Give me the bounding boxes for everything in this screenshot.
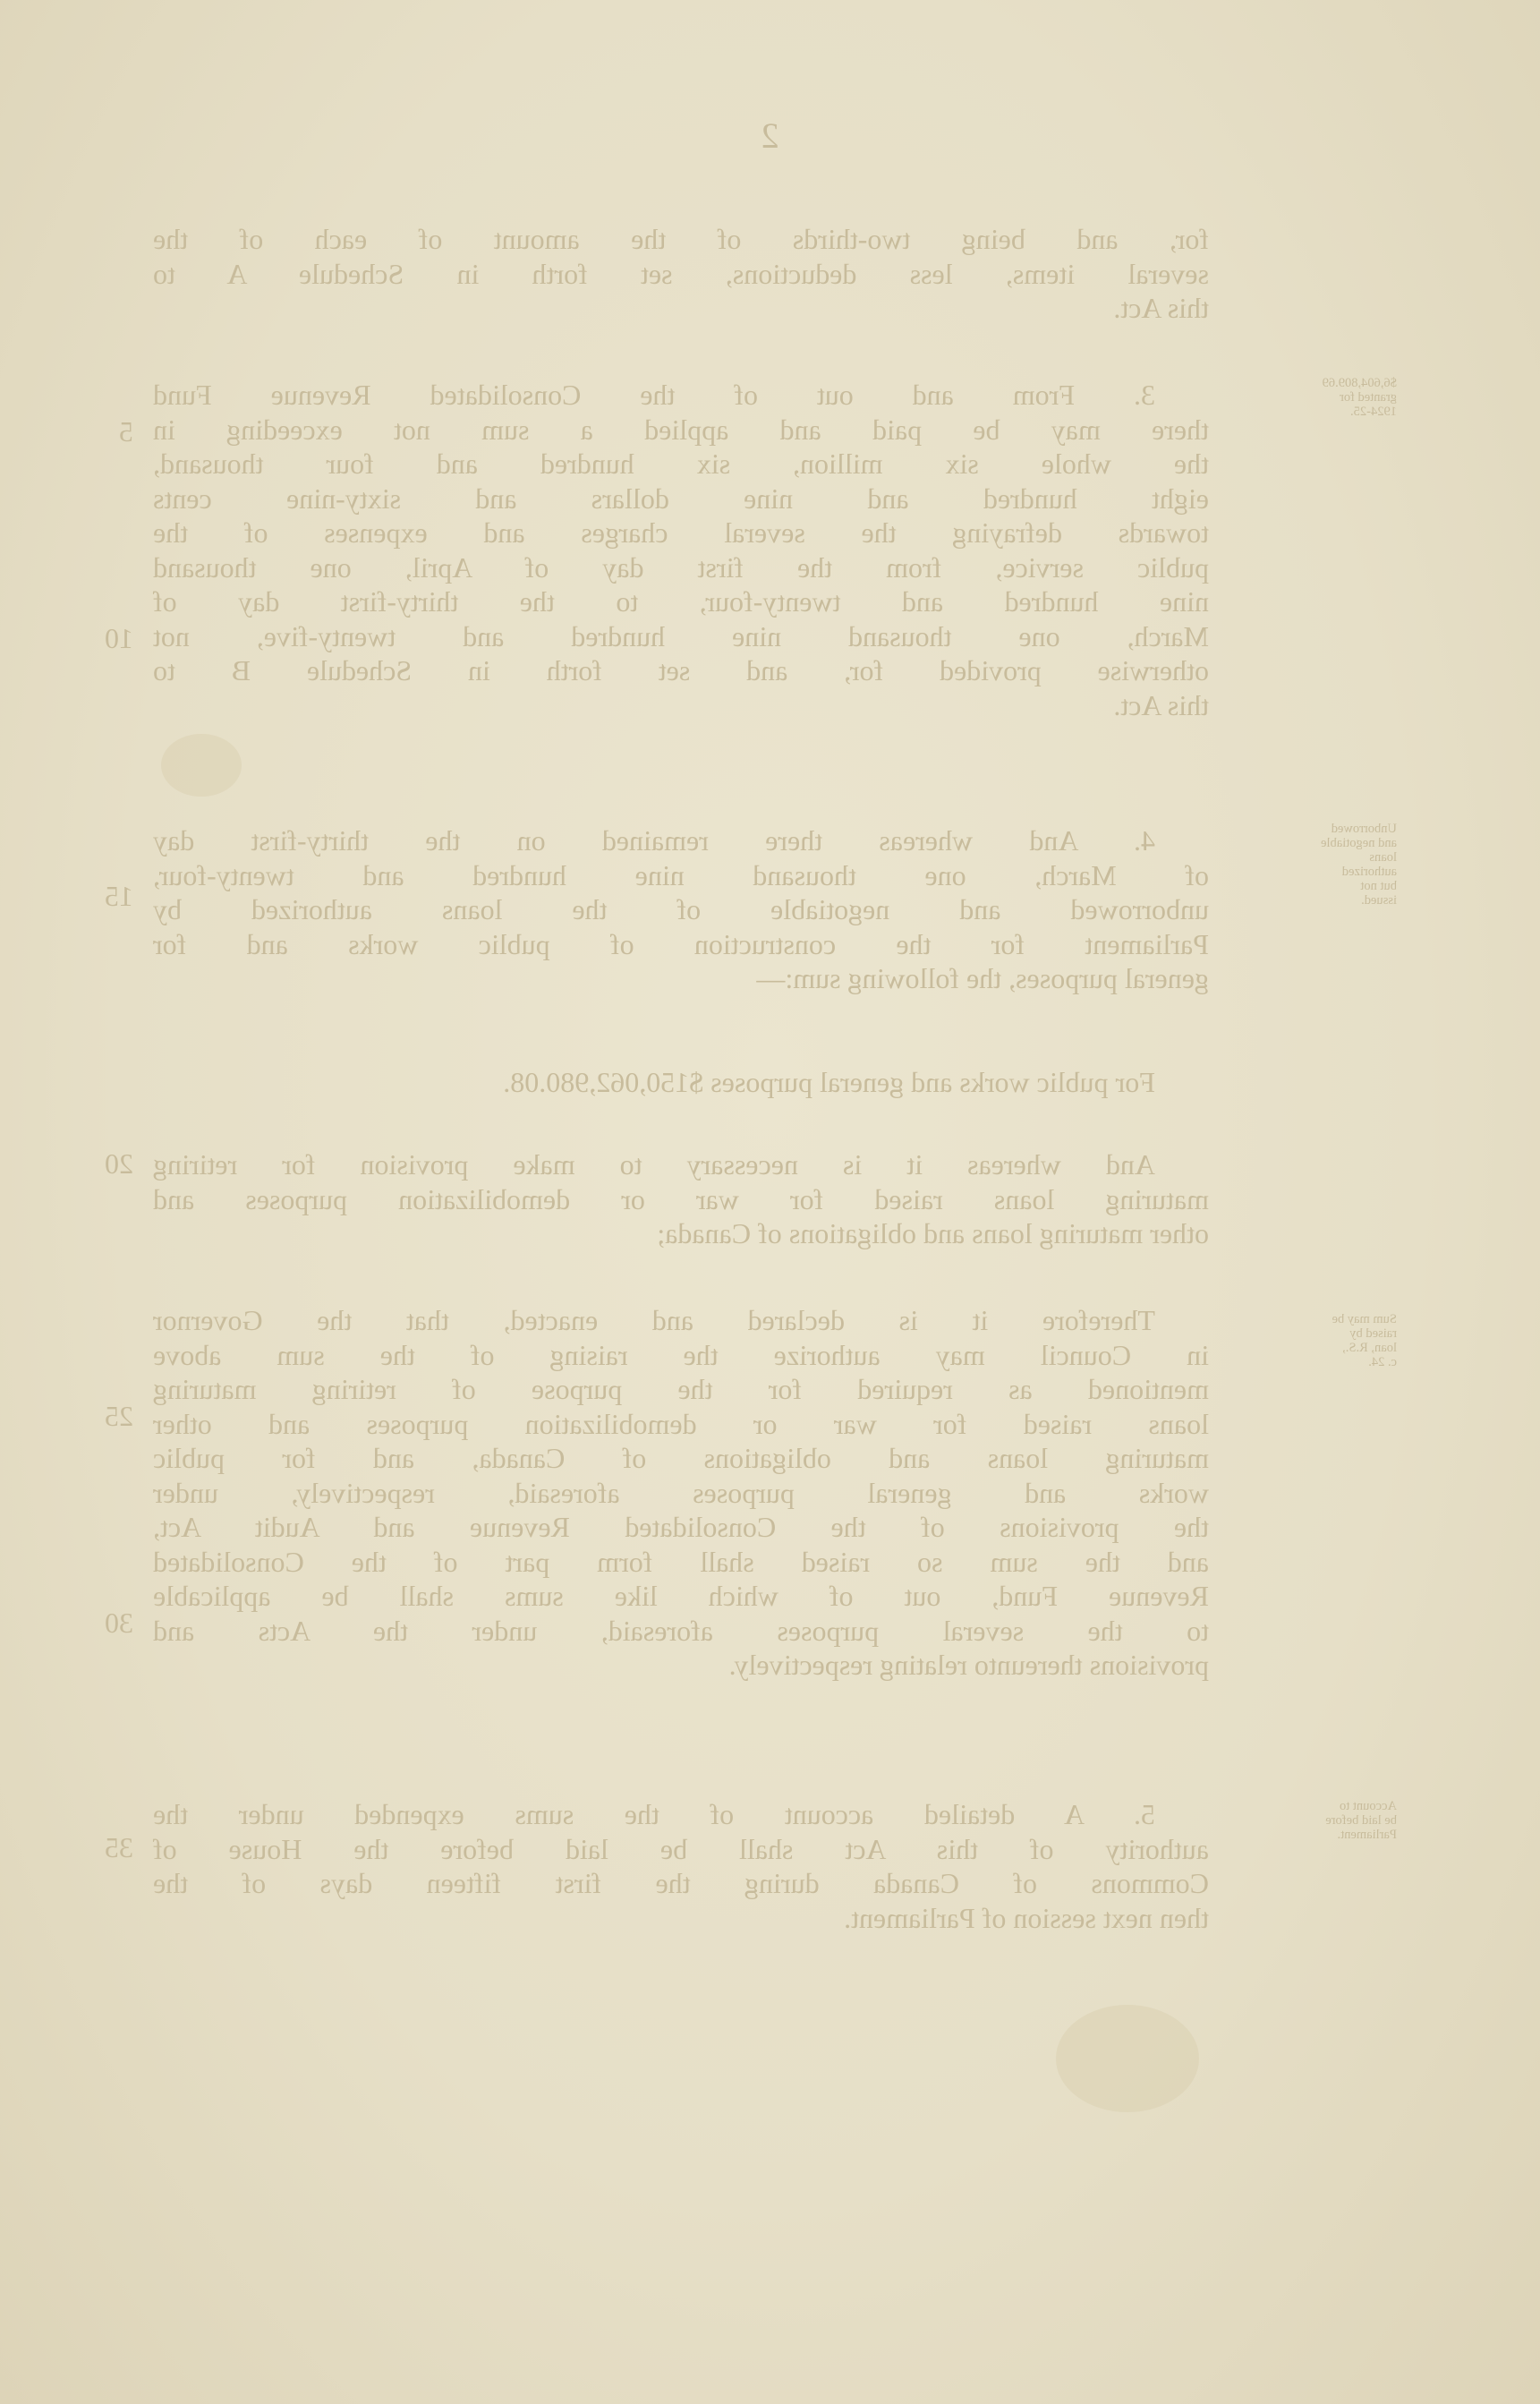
margin-note-line: $6,604,809.69 — [1322, 376, 1397, 390]
line-number: 5 — [119, 415, 133, 448]
margin-note-unborrowed — [1227, 822, 1397, 908]
margin-note-line: c. 24. — [1368, 1355, 1397, 1369]
line-number: 10 — [105, 622, 133, 654]
text-line: loans raised for war or demobilization purposes and other — [153, 1407, 1209, 1440]
text-line: for, and being two-thirds of the amount of each of the — [153, 223, 1209, 255]
text-line: unborrowed and negotiable of the loans authorized by — [153, 893, 1209, 925]
text-line: this Act. — [1113, 292, 1209, 324]
text-line: For public works and general purposes $150,062,980.08. — [503, 1066, 1155, 1098]
text-line: several items, less deductions, set forth in Schedule A to — [153, 257, 1209, 290]
text-line: works and general purposes aforesaid, respectively, under — [153, 1476, 1209, 1509]
text-line: And whereas it is necessary to make provision for retiring — [153, 1148, 1155, 1181]
text-line: Therefore it is declared and enacted, that the Governor — [153, 1304, 1155, 1336]
paragraph-section-5 — [153, 1797, 1209, 1935]
margin-note-line: Account to — [1339, 1799, 1397, 1813]
paragraph-whereas-retiring — [153, 1147, 1209, 1251]
text-line: eight hundred and nine dollars and sixty-nine cents — [153, 482, 1209, 515]
text-line: the provisions of the Consolidated Revenue and Audit Act, — [153, 1511, 1209, 1543]
text-line: maturing loans raised for war or demobilization purposes and — [153, 1182, 1209, 1215]
margin-note-line: issued. — [1361, 893, 1397, 908]
text-line: then next session of Parliament. — [844, 1901, 1209, 1934]
margin-note-line: Sum may be — [1332, 1312, 1397, 1326]
paragraph-public-works-sum — [153, 1065, 1209, 1100]
paragraph-section-4 — [153, 823, 1209, 996]
margin-note-line: be laid before — [1325, 1813, 1397, 1828]
text-line: in Council may authorize the raising of the sum above — [153, 1338, 1209, 1371]
text-line: towards defraying the several charges and expenses of the — [153, 516, 1209, 549]
text-line: nine hundred and twenty-four, to the thirty-first day of — [153, 585, 1209, 618]
text-line: 4. And whereas there remained on the thirty-first day — [153, 824, 1155, 857]
margin-note-line: and negotiable — [1321, 836, 1397, 850]
margin-note-line: Unborrowed — [1331, 822, 1397, 836]
text-line: there may be paid and applied a sum not exceeding in — [153, 413, 1209, 446]
margin-note-account — [1227, 1799, 1397, 1842]
text-line: 3. From and out of the Consolidated Revenue Fund — [153, 379, 1155, 411]
text-line: the whole six million, six hundred and four thousand, — [153, 448, 1209, 480]
text-line: other maturing loans and obligations of Canada; — [657, 1217, 1209, 1249]
margin-note-line: loan, R.S., — [1342, 1341, 1397, 1355]
line-number: 25 — [105, 1400, 133, 1432]
text-line: Revenue Fund, out of which like sums shall be applicable — [153, 1580, 1209, 1612]
text-line: general purposes, the following sum:— — [756, 962, 1209, 994]
text-line: Commons of Canada during the first fifteen days of the — [153, 1867, 1209, 1899]
text-line: authority of this Act shall be laid before the House of — [153, 1832, 1209, 1865]
text-line: of March, one thousand nine hundred and twenty-four, — [153, 858, 1209, 891]
margin-note-line: 1924-25. — [1350, 405, 1397, 419]
paragraph-section-3 — [153, 378, 1209, 722]
paragraph-therefore — [153, 1303, 1209, 1683]
text-line: otherwise provided for, and set forth in Schedule B to — [153, 654, 1209, 686]
line-number: 15 — [105, 880, 133, 912]
text-line: provisions thereunto relating respectively. — [728, 1649, 1209, 1681]
text-line: maturing loans and obligations of Canada, and for public — [153, 1442, 1209, 1474]
margin-note-schedule-b — [1227, 376, 1397, 419]
margin-note-line: loans — [1369, 850, 1397, 865]
text-line: this Act. — [1113, 688, 1209, 721]
text-line: mentioned as required for the purpose of retiring maturing — [153, 1373, 1209, 1405]
line-number: 30 — [105, 1607, 133, 1639]
margin-note-line: but not — [1360, 879, 1397, 893]
margin-note-line: raised by — [1349, 1326, 1397, 1341]
line-number: 35 — [105, 1831, 133, 1863]
text-line: to the several purposes aforesaid, under the Acts and — [153, 1614, 1209, 1647]
margin-note-line: Parliament. — [1337, 1828, 1397, 1842]
page-number: 2 — [761, 115, 779, 156]
text-line: 5. A detailed account of the sums expended under the — [153, 1798, 1155, 1830]
text-line: Parliament for the construction of public works and for — [153, 927, 1209, 960]
text-line: public service, from the first day of April, one thousand — [153, 550, 1209, 584]
paragraph-schedule-a-cont — [153, 222, 1209, 326]
margin-note-line: authorized — [1341, 865, 1397, 879]
line-number: 20 — [105, 1147, 133, 1180]
text-line: March, one thousand nine hundred and twenty-five, not — [153, 619, 1209, 652]
margin-note-raising — [1227, 1312, 1397, 1369]
margin-note-line: granted for — [1339, 390, 1397, 405]
text-line: and the sum so raised shall form part of the Consolidated — [153, 1545, 1209, 1578]
